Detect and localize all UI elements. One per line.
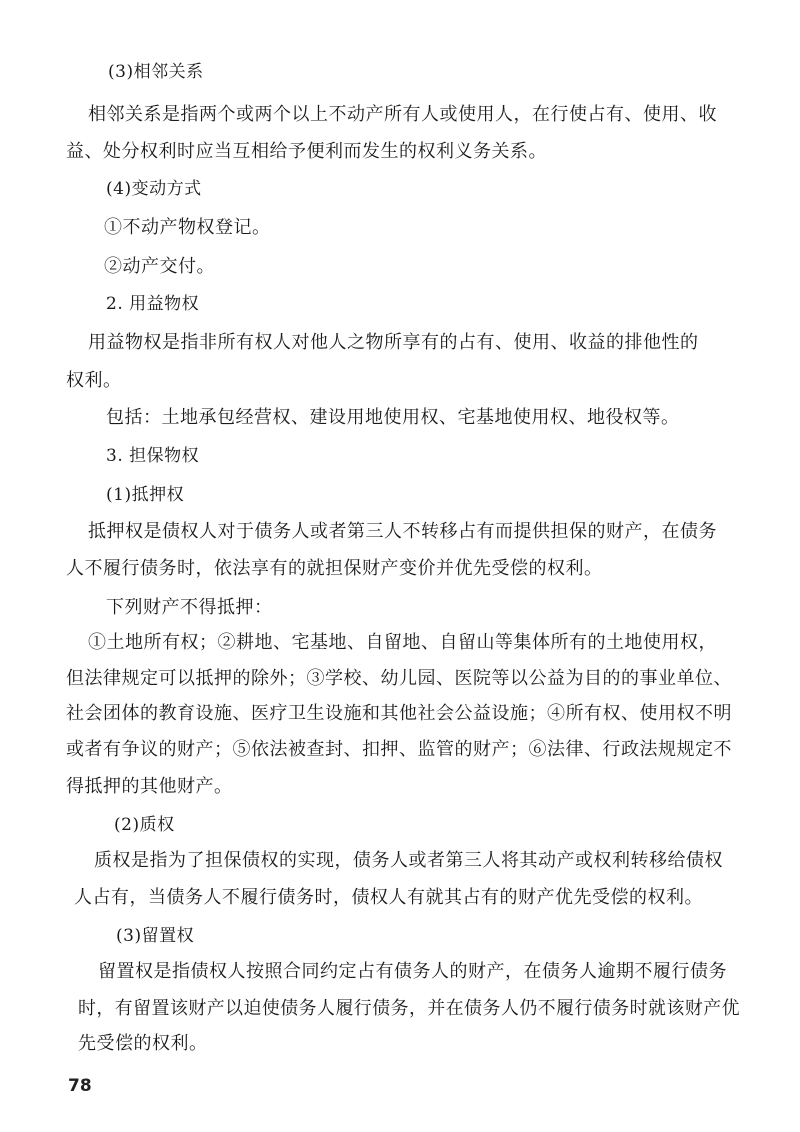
section-heading-mortgage: (1)抵押权 xyxy=(106,485,185,505)
section-heading-usufruct: 2. 用益物权 xyxy=(106,294,200,314)
section-heading-change-methods: (4)变动方式 xyxy=(106,179,202,199)
list-item: ②动产交付。 xyxy=(104,256,215,277)
paragraph-line: 抵押权是债权人对于债务人或者第三人不转移占有而提供担保的财产，在债务 xyxy=(88,521,717,542)
section-heading-adjacent-relations: (3)相邻关系 xyxy=(108,62,204,82)
paragraph-line: 人占有，当债务人不履行债务时，债权人有就其占有的财产优先受偿的权利。 xyxy=(74,887,703,908)
page-number: 78 xyxy=(68,1076,92,1096)
paragraph-line: 质权是指为了担保债权的实现，债务人或者第三人将其动产或权利转移给债权 xyxy=(94,850,723,871)
paragraph-line: 权利。 xyxy=(66,370,122,391)
paragraph-line: 先受偿的权利。 xyxy=(78,1033,208,1054)
paragraph-line: 但法律规定可以抵押的除外；③学校、幼儿园、医院等以公益为目的的事业单位、 xyxy=(66,668,732,689)
paragraph-line: 下列财产不得抵押： xyxy=(106,597,273,618)
paragraph-line: 相邻关系是指两个或两个以上不动产所有人或使用人，在行使占有、使用、收 xyxy=(88,104,717,125)
section-heading-pledge: (2)质权 xyxy=(114,815,175,835)
section-heading-lien: (3)留置权 xyxy=(116,926,195,946)
list-item: ①不动产物权登记。 xyxy=(104,217,271,238)
paragraph-line: 留置权是指债权人按照合同约定占有债务人的财产，在债务人逾期不履行债务 xyxy=(98,961,727,982)
paragraph-line: 或者有争议的财产；⑤依法被查封、扣押、监管的财产；⑥法律、行政法规规定不 xyxy=(66,739,732,760)
paragraph-line: 用益物权是指非所有权人对他人之物所享有的占有、使用、收益的排他性的 xyxy=(88,332,699,353)
paragraph-line: 得抵押的其他财产。 xyxy=(66,776,233,797)
section-heading-security-rights: 3. 担保物权 xyxy=(106,446,200,466)
paragraph-line: 时，有留置该财产以迫使债务人履行债务，并在债务人仍不履行债务时就该财产优 xyxy=(78,998,741,1019)
paragraph-line: 社会团体的教育设施、医疗卫生设施和其他社会公益设施；④所有权、使用权不明 xyxy=(66,703,732,724)
paragraph-line: ①土地所有权；②耕地、宅基地、自留地、自留山等集体所有的土地使用权， xyxy=(88,632,717,653)
paragraph-line: 益、处分权利时应当互相给予便利而发生的权利义务关系。 xyxy=(66,141,547,162)
paragraph-line: 人不履行债务时，依法享有的就担保财产变价并优先受偿的权利。 xyxy=(66,558,603,579)
paragraph-line: 包括：土地承包经营权、建设用地使用权、宅基地使用权、地役权等。 xyxy=(106,407,680,428)
